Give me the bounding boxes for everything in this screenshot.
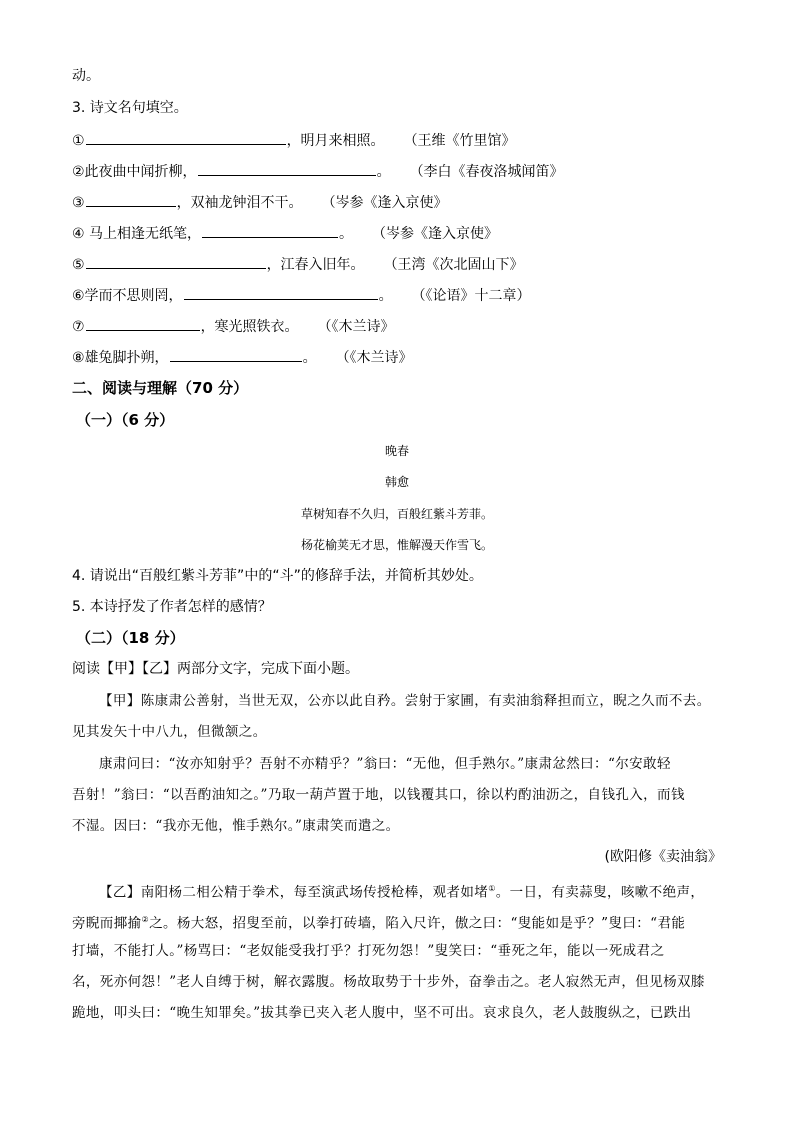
fill-item-suffix: 。 bbox=[339, 226, 354, 242]
jia-line-5: 不湿。因曰：“我亦无他，惟手熟尔。”康肃笑而遣之。 bbox=[72, 818, 400, 834]
fill-item-6 bbox=[72, 285, 531, 306]
yi-line-1 bbox=[72, 879, 749, 903]
question-5: 5. 本诗抒发了作者怎样的感情？ bbox=[72, 599, 272, 615]
fill-item-source: （《木兰诗》 bbox=[342, 350, 413, 366]
fill-item-7 bbox=[72, 316, 395, 337]
jia-line-1: 【甲】陈康肃公善射，当世无双，公亦以此自矜。尝射于家圃，有卖油翁释担而立，睨之久而不去。 bbox=[99, 693, 711, 709]
poem-line-1: 草树知春不久归，百般红紫斗芳菲。 bbox=[300, 507, 493, 521]
answer-blank[interactable] bbox=[86, 192, 176, 207]
yi-text: 旁睨而揶揄 bbox=[72, 915, 142, 932]
fill-item-suffix: ，江春入旧年。 bbox=[266, 257, 365, 273]
fill-item-prefix: ⑧雄兔脚扑朔， bbox=[72, 350, 169, 366]
fill-item-source: （《论语》十二章） bbox=[418, 288, 531, 304]
fill-item-5 bbox=[72, 254, 524, 275]
fill-item-4 bbox=[72, 223, 498, 244]
fill-item-prefix: ⑥学而不思则罔， bbox=[72, 288, 183, 304]
fill-item-suffix: ，双袖龙钟泪不干。 bbox=[176, 195, 303, 211]
yi-line-3: 打墙，不能打人。”杨骂曰：“老奴能受我打乎？打死勿怨！”叟笑曰：“垂死之年，能以一死成君之 bbox=[72, 943, 665, 959]
answer-blank[interactable] bbox=[86, 254, 266, 269]
yi-text: 。一日，有卖蒜叟，咳嗽不绝声， bbox=[495, 884, 705, 901]
fill-item-source: （李白《春夜洛城闻笛》 bbox=[416, 164, 564, 180]
answer-blank[interactable] bbox=[86, 316, 200, 331]
part2-intro: 阅读【甲】【乙】两部分文字，完成下面小题。 bbox=[72, 661, 359, 677]
answer-blank[interactable] bbox=[170, 347, 302, 362]
yi-line-2 bbox=[72, 910, 722, 934]
fill-item-source: （《木兰诗》 bbox=[324, 319, 395, 335]
answer-blank[interactable] bbox=[86, 130, 286, 145]
jia-source: (欧阳修《卖油翁》 bbox=[604, 849, 722, 865]
fill-item-suffix: 。 bbox=[376, 164, 391, 180]
part2-heading: （二）（18 分） bbox=[76, 629, 185, 647]
yi-text: 之。杨大怒，招叟至前，以拳打砖墙，陷入尺许，傲之曰：“叟能如是乎？”叟曰：“君能 bbox=[149, 915, 686, 932]
fill-item-prefix: ⑦ bbox=[72, 319, 85, 335]
fill-item-prefix: ④ 马上相逢无纸笔， bbox=[72, 226, 202, 242]
footnote-2: ② bbox=[141, 915, 150, 924]
fill-item-source: （王湾《次北固山下》 bbox=[390, 257, 524, 273]
fill-item-3 bbox=[72, 192, 448, 213]
fill-item-source: （岑参《逢入京使》 bbox=[328, 195, 448, 211]
yi-text: 【乙】南阳杨二相公精于拳术，每至演武场传授枪棒，观者如堵 bbox=[99, 884, 489, 901]
fill-item-prefix: ③ bbox=[72, 195, 85, 211]
fill-item-suffix: 。 bbox=[378, 288, 393, 304]
yi-line-4: 名，死亦何怨！”老人自缚于树，解衣露腹。杨故取势于十步外，奋拳击之。老人寂然无声，但见杨双膝 bbox=[72, 974, 705, 990]
poem-title: 晚春 bbox=[384, 444, 409, 458]
fill-item-suffix: ，明月来相照。 bbox=[286, 133, 385, 149]
footnote-1: ① bbox=[488, 884, 496, 893]
answer-blank[interactable] bbox=[202, 223, 338, 238]
fill-item-prefix: ⑤ bbox=[72, 257, 85, 273]
fill-item-prefix: ②此夜曲中闻折柳， bbox=[72, 164, 197, 180]
fill-item-source: （岑参《逢入京使》 bbox=[379, 226, 499, 242]
fill-item-source: （王维《竹里馆》 bbox=[410, 133, 516, 149]
section2-heading: 二、阅读与理解（70 分） bbox=[72, 379, 249, 397]
fill-item-1 bbox=[72, 130, 516, 151]
jia-line-2: 见其发矢十中八九，但微颔之。 bbox=[72, 724, 267, 740]
yi-line-5: 跪地，叩头曰：“晚生知罪矣。”拔其拳已夹入老人腹中，坚不可出。哀求良久，老人鼓腹纵之，已跌出 bbox=[72, 1005, 692, 1021]
answer-blank[interactable] bbox=[184, 285, 378, 300]
part1-heading: （一）（6 分） bbox=[76, 411, 175, 429]
fill-item-suffix: ，寒光照铁衣。 bbox=[200, 319, 299, 335]
top-fragment: 动。 bbox=[72, 68, 100, 84]
fill-item-2 bbox=[72, 161, 564, 182]
poem-author: 韩愈 bbox=[384, 475, 409, 489]
fill-item-8 bbox=[72, 347, 413, 368]
answer-blank[interactable] bbox=[198, 161, 376, 176]
jia-line-3: 康肃问曰：“汝亦知射乎？吾射不亦精乎？”翁曰：“无他，但手熟尔。”康肃忿然曰：“尔安敢轻 bbox=[99, 756, 671, 772]
q3-title: 3. 诗文名句填空。 bbox=[72, 100, 188, 116]
jia-line-4: 吾射！”翁曰：“以吾酌油知之。”乃取一葫芦置于地，以钱覆其口，徐以杓酌油沥之，自钱孔入，而钱 bbox=[72, 787, 685, 803]
fill-item-prefix: ① bbox=[72, 133, 85, 149]
question-4: 4. 请说出“百般红紫斗芳菲”中的“斗”的修辞手法，并简析其妙处。 bbox=[72, 568, 483, 584]
poem-line-2: 杨花榆荚无才思，惟解漫天作雪飞。 bbox=[300, 538, 493, 552]
fill-item-suffix: 。 bbox=[302, 350, 317, 366]
